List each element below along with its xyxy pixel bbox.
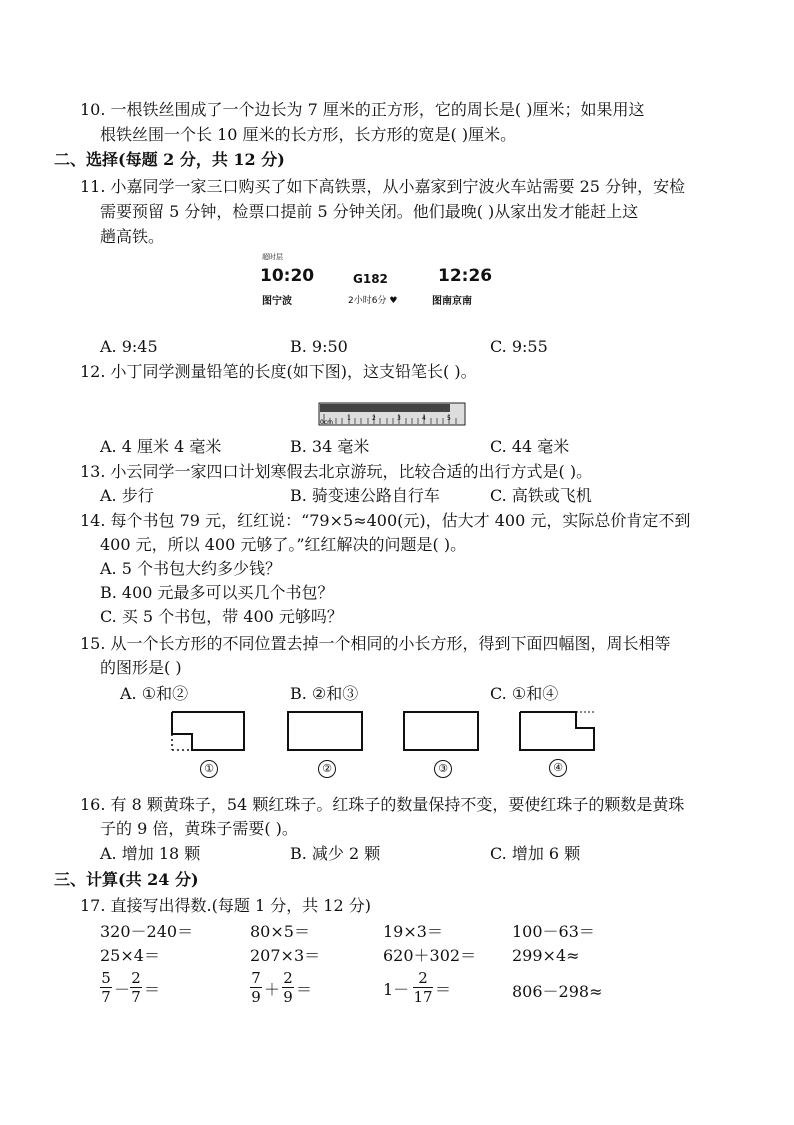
ticket-train-number: G182 <box>353 272 388 286</box>
q17-r1c2: 80×5＝ <box>250 922 310 941</box>
section2-title: 二、选择(每题 2 分，共 12 分) <box>54 150 285 169</box>
q17-stem: 17. 直接写出得数.(每题 1 分，共 12 分) <box>80 896 371 915</box>
pencil <box>320 404 450 412</box>
q17-r1c3: 19×3＝ <box>383 922 443 941</box>
q17-r2c1: 25×4＝ <box>100 946 160 965</box>
q12-option-a: A. 4 厘米 4 毫米 <box>100 437 222 456</box>
lead-term: 1－ <box>383 980 410 999</box>
fraction <box>250 970 262 1005</box>
ticket-from-station: 宁波 <box>272 296 292 307</box>
q13-option-c: C. 高铁或飞机 <box>490 486 592 505</box>
train-ticket <box>258 252 508 312</box>
denominator: 9 <box>283 988 293 1006</box>
q12-stem: 12. 小丁同学测量铅笔的长度(如下图)，这支铅笔长( )。 <box>80 362 477 381</box>
figure-3 <box>402 710 482 752</box>
q14-line2: 400 元，所以 400 元够了。”红红解决的问题是( )。 <box>100 535 467 554</box>
q16-option-c: C. 增加 6 颗 <box>490 844 581 863</box>
q17-r1c1: 320－240＝ <box>100 922 194 941</box>
figure-4-label: ④ <box>549 759 567 777</box>
equals: ＝ <box>435 980 452 999</box>
q13-stem: 13. 小云同学一家四口计划寒假去北京游玩，比较合适的出行方式是( )。 <box>80 462 593 481</box>
q17-r2c4: 299×4≈ <box>512 946 580 965</box>
ruler-with-pencil <box>318 400 468 428</box>
q17-r1c4: 100－63＝ <box>512 922 595 941</box>
figure-1-label: ① <box>200 760 218 778</box>
ticket-label: 超时层 <box>262 253 283 261</box>
ruler-digit-2: 2 <box>372 415 376 422</box>
ticket-duration-text: 2小时6分 <box>348 296 387 306</box>
figure-2 <box>286 710 366 752</box>
q12-option-c: C. 44 毫米 <box>490 437 570 456</box>
q13-option-b: B. 骑变速公路自行车 <box>290 486 440 505</box>
ticket-to-mark: 图 <box>432 296 442 307</box>
q16-line1: 16. 有 8 颗黄珠子，54 颗红珠子。红珠子的数量保持不变，要使红珠子的颗数是黄珠 <box>80 795 685 814</box>
q10-line2: 根铁丝围一个长 10 厘米的长方形，长方形的宽是( )厘米。 <box>100 125 517 144</box>
q11-line2: 需要预留 5 分钟，检票口提前 5 分钟关闭。他们最晚( )从家出发才能赶上这 <box>100 202 639 221</box>
ruler-digit-5: 5 <box>447 415 451 422</box>
q11-option-a: A. 9:45 <box>100 337 158 356</box>
q14-option-a: A. 5 个书包大约多少钱？ <box>100 559 281 578</box>
fraction <box>100 970 112 1005</box>
q10-line1: 10. 一根铁丝围成了一个边长为 7 厘米的正方形，它的周长是( )厘米；如果用这 <box>80 100 645 119</box>
q16-option-b: B. 减少 2 颗 <box>290 844 381 863</box>
q15-option-c: C. ①和④ <box>490 684 559 703</box>
equals: ＝ <box>296 980 313 999</box>
q16-line2: 子的 9 倍，黄珠子需要( )。 <box>100 819 298 838</box>
ruler-digit-4: 4 <box>422 415 426 422</box>
q11-option-b: B. 9:50 <box>290 337 348 356</box>
figure-2-label: ② <box>318 760 336 778</box>
q11-line1: 11. 小嘉同学一家三口购买了如下高铁票，从小嘉家到宁波火车站需要 25 分钟，安检 <box>80 177 686 196</box>
q15-option-a: A. ①和② <box>120 684 189 703</box>
numerator: 7 <box>251 969 261 987</box>
q15-option-b: B. ②和③ <box>290 684 359 703</box>
operator: ＋ <box>264 980 281 999</box>
q12-option-b: B. 34 毫米 <box>290 437 370 456</box>
q14-option-c: C. 买 5 个书包，带 400 元够吗？ <box>100 607 343 626</box>
numerator: 5 <box>101 969 111 987</box>
ticket-from-mark: 图 <box>262 296 272 307</box>
numerator: 2 <box>283 969 293 987</box>
q14-line1: 14. 每个书包 79 元，红红说：“79×5≈400(元)，估大才 400 元，实际总价肯定不到 <box>80 511 691 530</box>
ticket-arrive-time: 12:26 <box>438 266 493 286</box>
denominator: 7 <box>101 988 111 1006</box>
figure-4 <box>518 710 598 752</box>
heart-icon: ♥ <box>386 296 398 306</box>
equals: ＝ <box>144 980 161 999</box>
ruler-digit-1: 1 <box>347 415 351 422</box>
denominator: 7 <box>131 988 141 1006</box>
ticket-to-station: 南京南 <box>442 296 472 307</box>
q11-option-c: C. 9:55 <box>490 337 548 356</box>
ticket-from <box>262 292 292 307</box>
q11-line3: 趟高铁。 <box>100 227 165 246</box>
q16-option-a: A. 增加 18 颗 <box>100 844 201 863</box>
ruler-digit-3: 3 <box>397 415 401 422</box>
denominator: 9 <box>251 988 261 1006</box>
denominator: 17 <box>413 988 433 1006</box>
q14-option-b: B. 400 元最多可以买几个书包？ <box>100 583 334 602</box>
section3-title: 三、计算(共 24 分) <box>54 870 199 889</box>
numerator: 2 <box>418 969 428 987</box>
numerator: 2 <box>131 969 141 987</box>
operator: － <box>114 980 131 999</box>
q17-r2c3: 620＋302＝ <box>383 946 477 965</box>
ticket-to <box>432 292 472 307</box>
q17-r2c2: 207×3＝ <box>250 946 321 965</box>
q13-option-a: A. 步行 <box>100 486 154 505</box>
q15-line1: 15. 从一个长方形的不同位置去掉一个相同的小长方形，得到下面四幅图，周长相等 <box>80 634 671 653</box>
fraction <box>130 970 142 1005</box>
ruler-unit: 0cm <box>320 419 333 426</box>
q15-line2: 的图形是( ) <box>100 658 182 677</box>
q17-r3c4: 806－298≈ <box>512 982 603 1001</box>
fraction <box>282 970 294 1005</box>
ticket-depart-time: 10:20 <box>260 266 315 286</box>
fraction <box>413 970 433 1005</box>
figure-3-label: ③ <box>434 760 452 778</box>
figure-1 <box>170 710 246 752</box>
ticket-duration <box>348 293 397 306</box>
